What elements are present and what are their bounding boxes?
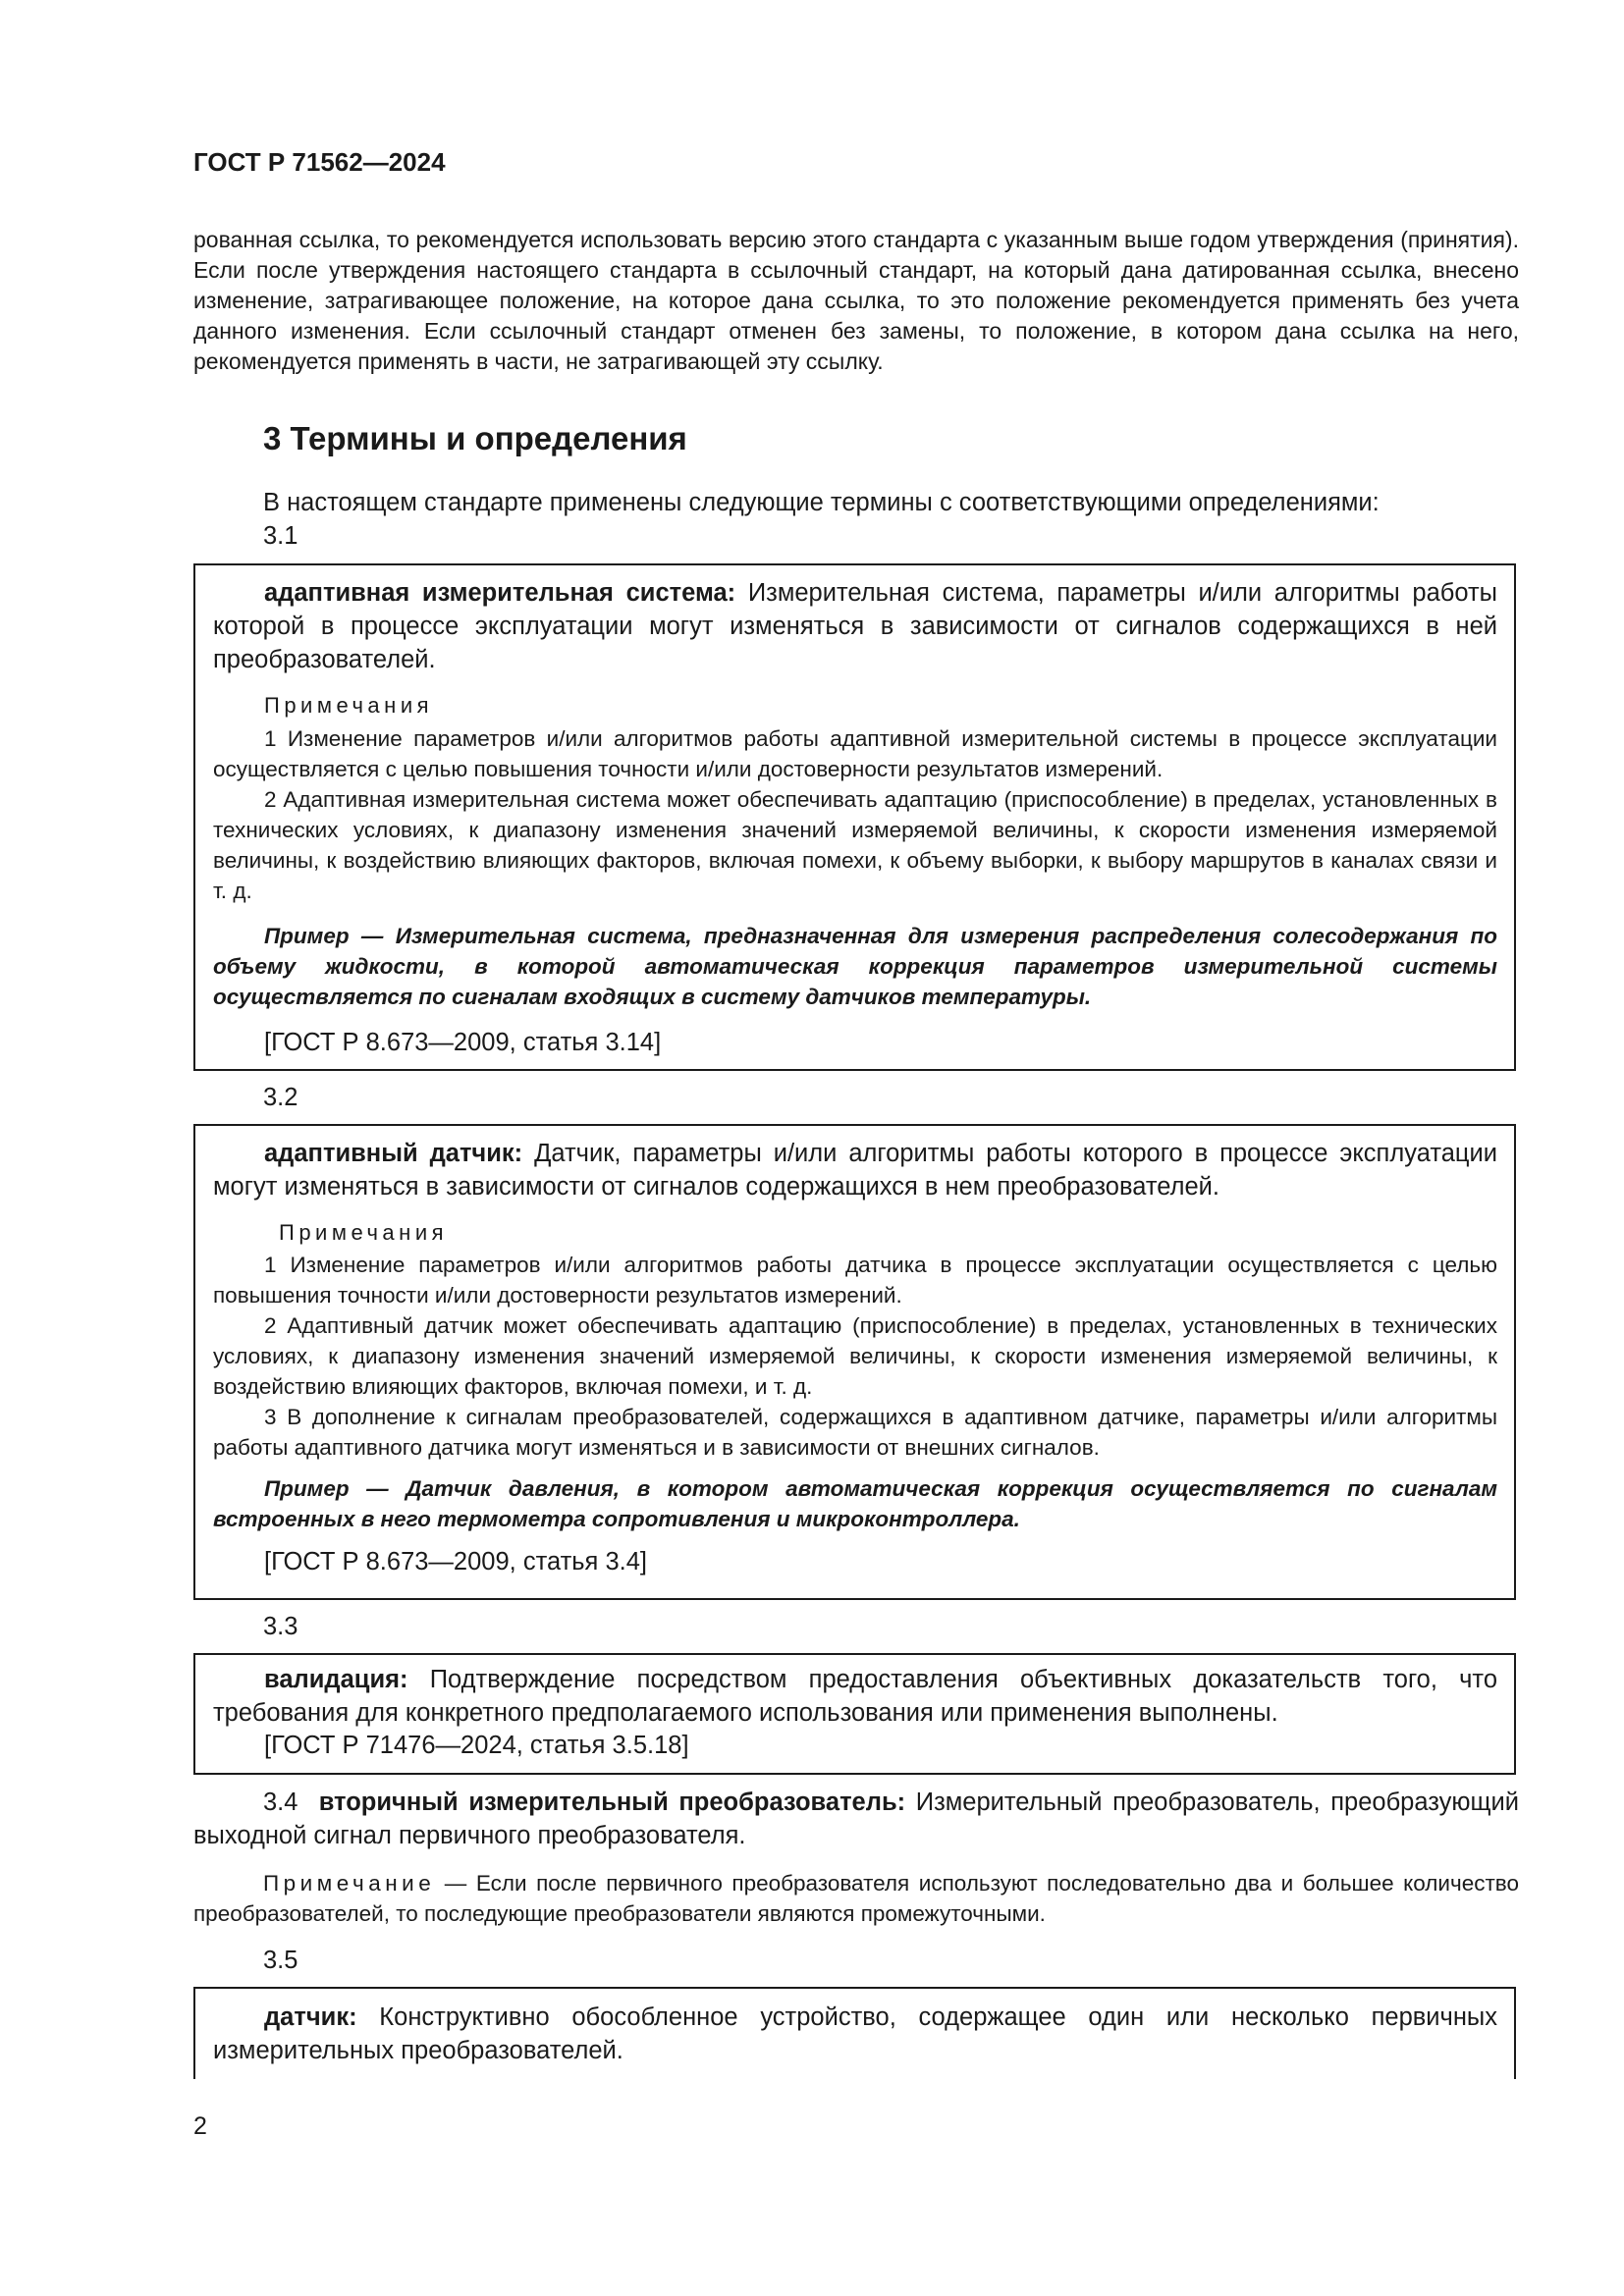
term-box-3-2 bbox=[193, 1124, 1516, 1600]
term-number: 3.2 bbox=[263, 1084, 298, 1111]
page-number: 2 bbox=[193, 2112, 207, 2140]
term-definition bbox=[213, 1663, 1497, 1730]
term-text: Конструктивно обособленное устройство, содержащее один или несколько первичных измерительных преобразователей. bbox=[213, 2003, 1497, 2064]
note-item: 2 Адаптивный датчик может обеспечивать адаптацию (приспособление) в пределах, установленных в технических условиях, к диапазону изменения значений измеряемой величины, к скорости изменения измеряемой величины, к воздействию влияющих факторов, включая помехи, и т. д. bbox=[213, 1313, 1497, 1399]
term-definition bbox=[213, 576, 1497, 676]
section-intro: В настоящем стандарте применены следующие термины с соответствующими определениями: bbox=[263, 489, 1380, 516]
notes-header: Примечания bbox=[279, 1220, 449, 1245]
term-box-3-5 bbox=[193, 1987, 1516, 2079]
term-box-3-3 bbox=[193, 1653, 1516, 1775]
note-text: — Если после первичного преобразователя используют последовательно два и большее количество преобразователей, то последующие преобразователи являются промежуточными. bbox=[193, 1871, 1519, 1926]
term-number: 3.3 bbox=[263, 1613, 298, 1640]
term-box-3-1 bbox=[193, 563, 1516, 1071]
term-name: вторичный измерительный преобразователь: bbox=[318, 1789, 906, 1816]
term-definition bbox=[213, 2001, 1497, 2067]
term-name: валидация: bbox=[264, 1666, 408, 1693]
source-reference: [ГОСТ Р 8.673—2009, статья 3.4] bbox=[264, 1548, 647, 1575]
source-reference: [ГОСТ Р 8.673—2009, статья 3.14] bbox=[264, 1029, 662, 1056]
term-number: 3.4 bbox=[263, 1789, 298, 1816]
term-3-4 bbox=[193, 1786, 1519, 1852]
intro-paragraph: рованная ссылка, то рекомендуется использовать версию этого стандарта с указанным выше годом утверждения (принятия). Если после утверждения настоящего стандарта в ссылочный стандарт, на который дана датированная ссылка, внесено изменение, затрагивающее положение, на которое дана ссылка, то это положение рекомендуется применять без учета данного изменения. Если ссылочный стандарт отменен без замены, то положение, в котором дана ссылка на него, рекомендуется применять в части, не затрагивающей эту ссылку. bbox=[193, 227, 1519, 374]
term-definition bbox=[213, 1137, 1497, 1203]
term-number: 3.1 bbox=[263, 522, 298, 550]
term-text: Датчик, параметры и/или алгоритмы работы которого в процессе эксплуатации могут изменяться в зависимости от сигналов содержащихся в нем преобразователей. bbox=[213, 1140, 1497, 1201]
note-item: 2 Адаптивная измерительная система может обеспечивать адаптацию (приспособление) в пределах, установленных в технических условиях, к диапазону изменения значений измеряемой величины, к скорости изменения измеряемой величины, к воздействию влияющих факторов, включая помехи, к объему выборки, к выбору маршрутов в каналах связи и т. д. bbox=[213, 787, 1497, 903]
note-item: 1 Изменение параметров и/или алгоритмов работы датчика в процессе эксплуатации осуществляется с целью повышения точности и/или достоверности результатов измерений. bbox=[213, 1253, 1497, 1308]
term-number: 3.5 bbox=[263, 1947, 298, 1974]
source-reference: [ГОСТ Р 71476—2024, статья 3.5.18] bbox=[264, 1732, 689, 1759]
term-3-4-note bbox=[193, 1868, 1519, 1929]
term-text: Измерительная система, параметры и/или алгоритмы работы которой в процессе эксплуатации могут изменяться в зависимости от сигналов содержащихся в ней преобразователей. bbox=[213, 579, 1497, 673]
note-item: 3 В дополнение к сигналам преобразователей, содержащихся в адаптивном датчике, параметры и/или алгоритмы работы адаптивного датчика могут изменяться и в зависимости от внешних сигналов. bbox=[213, 1405, 1497, 1460]
section-title: 3 Термины и определения bbox=[263, 420, 687, 456]
example-text: Пример — Датчик давления, в котором автоматическая коррекция осуществляется по сигналам встроенных в него термометра сопротивления и микроконтроллера. bbox=[213, 1476, 1497, 1531]
note-item: 1 Изменение параметров и/или алгоритмов работы адаптивной измерительной системы в процессе эксплуатации осуществляется с целью повышения точности и/или достоверности результатов измерений. bbox=[213, 726, 1497, 781]
term-name: датчик: bbox=[264, 2003, 357, 2031]
term-text: Измерительный преобразователь, преобразующий выходной сигнал первичного преобразователя. bbox=[193, 1789, 1519, 1849]
term-name: адаптивная измерительная система: bbox=[264, 579, 736, 607]
example-text: Пример — Измерительная система, предназначенная для измерения распределения солесодержания по объему жидкости, в которой автоматическая коррекция параметров измерительной системы осуществляется по сигналам входящих в систему датчиков температуры. bbox=[213, 924, 1497, 1009]
notes-header: Примечания bbox=[264, 693, 434, 718]
note-label: Примечание bbox=[263, 1871, 436, 1896]
term-name: адаптивный датчик: bbox=[264, 1140, 523, 1167]
term-text: Подтверждение посредством предоставления объективных доказательств того, что требования для конкретного предполагаемого использования или применения выполнены. bbox=[213, 1666, 1497, 1727]
document-header: ГОСТ Р 71562—2024 bbox=[193, 147, 446, 177]
